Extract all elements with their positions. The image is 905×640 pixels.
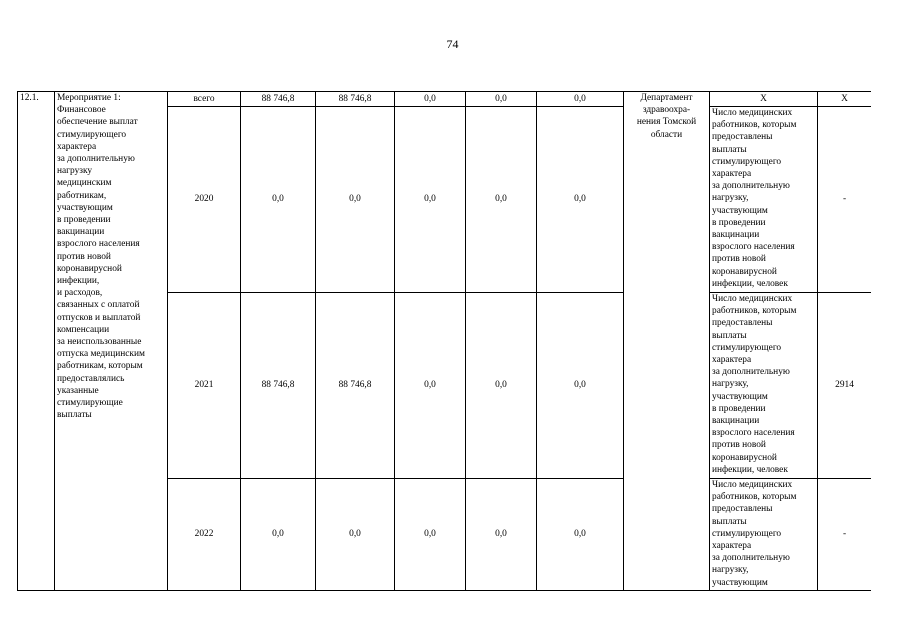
indicator-cell: Число медицинских работников, которым предоставлены выплаты стимулирующего характера за дополнительную нагрузку, участвующим (710, 479, 818, 591)
value-cell: 0,0 (466, 479, 537, 591)
value-cell: 0,0 (466, 107, 537, 293)
indicator-cell: Х (710, 92, 818, 107)
value-cell: 88 746,8 (241, 293, 316, 479)
program-table (17, 91, 871, 591)
value-cell: 0,0 (537, 293, 624, 479)
value-cell: 0,0 (395, 479, 466, 591)
year-cell: всего (168, 92, 241, 107)
year-cell: 2021 (168, 293, 241, 479)
value-cell: 0,0 (537, 92, 624, 107)
year-cell: 2020 (168, 107, 241, 293)
value-cell: 0,0 (466, 92, 537, 107)
value-cell: 88 746,8 (316, 92, 395, 107)
row-number: 12.1. (20, 93, 39, 103)
indicator-value-cell: - (818, 479, 872, 591)
table-row-total (18, 92, 872, 107)
row-number-cell (18, 92, 55, 591)
value-cell: 0,0 (395, 92, 466, 107)
year-cell: 2022 (168, 479, 241, 591)
value-cell: 0,0 (316, 479, 395, 591)
value-cell: 0,0 (537, 479, 624, 591)
event-description-cell (55, 92, 168, 591)
page-number: 74 (446, 37, 459, 51)
indicator-cell: Число медицинских работников, которым предоставлены выплаты стимулирующего характера за дополнительную нагрузку, участвующим в проведении вакцинации взрослого населения против новой коронавирусной инфекции, человек (710, 293, 818, 479)
value-cell: 88 746,8 (316, 293, 395, 479)
value-cell: 0,0 (241, 479, 316, 591)
value-cell: 0,0 (466, 293, 537, 479)
indicator-value-cell: Х (818, 92, 872, 107)
program-table-wrapper (17, 91, 871, 593)
value-cell: 0,0 (395, 293, 466, 479)
executor-cell (624, 92, 710, 591)
value-cell: 0,0 (537, 107, 624, 293)
indicator-value-cell: 2914 (818, 293, 872, 479)
event-description: Мероприятие 1: Финансовое обеспечение выплат стимулирующего характера за дополнительную нагрузку медицинским работникам, участвующим в проведении вакцинации взрослого населения против новой коронавирусной инфекции, и расходов, связанных с оплатой отпусков и выплатой компенсации за неиспользованные отпуска медицинским работникам, которым предоставлялись указанные стимулирующие выплаты (57, 93, 145, 421)
value-cell: 0,0 (395, 107, 466, 293)
indicator-value-cell: - (818, 107, 872, 293)
value-cell: 0,0 (316, 107, 395, 293)
executor: Департамент здравоохра- нения Томской области (636, 93, 697, 140)
indicator-cell: Число медицинских работников, которым предоставлены выплаты стимулирующего характера за дополнительную нагрузку, участвующим в проведении вакцинации взрослого населения против новой коронавирусной инфекции, человек (710, 107, 818, 293)
value-cell: 88 746,8 (241, 92, 316, 107)
value-cell: 0,0 (241, 107, 316, 293)
